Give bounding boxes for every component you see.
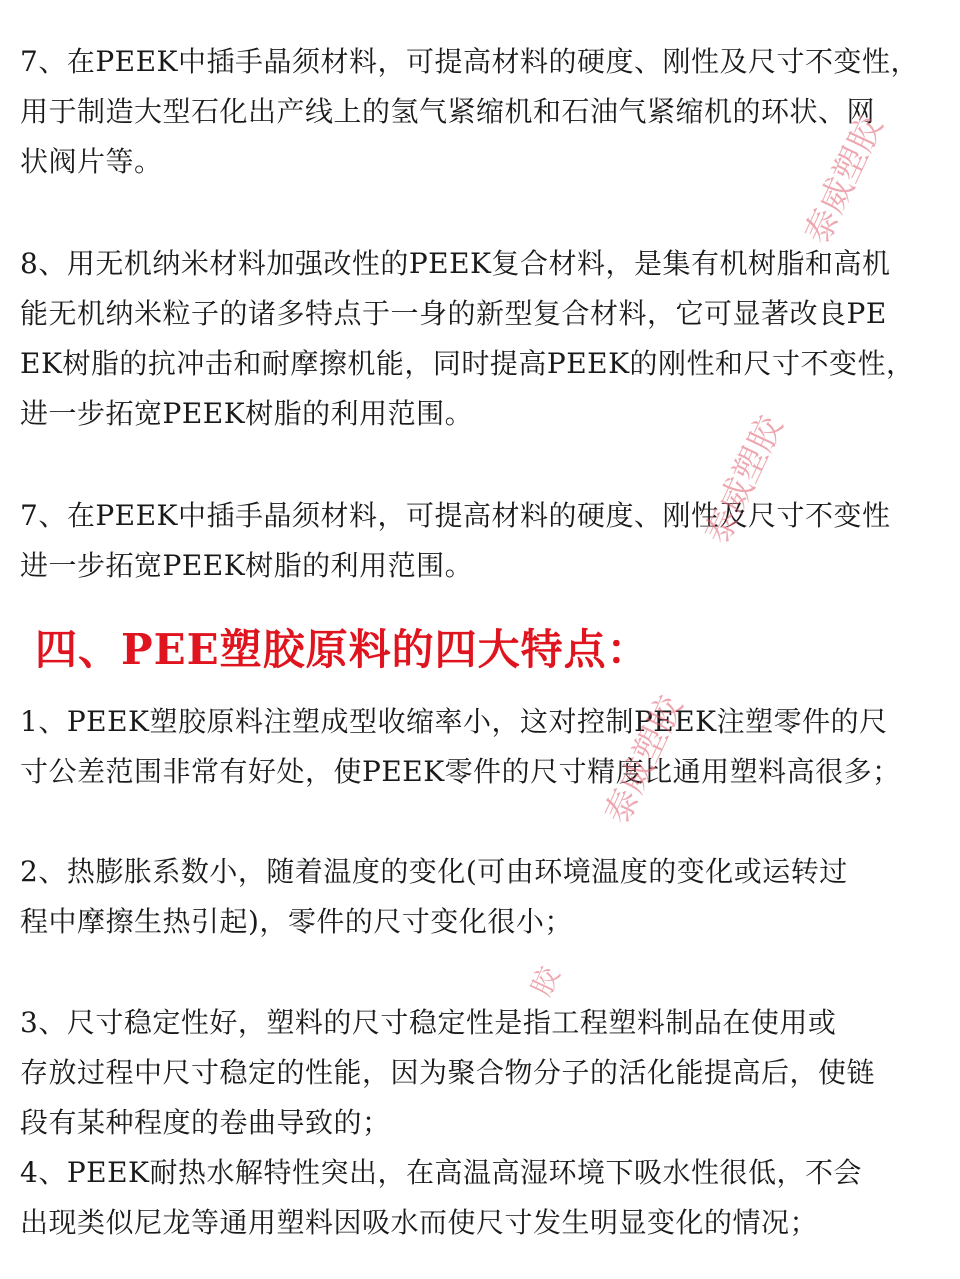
section-heading: 四、PEE塑胶原料的四大特点： (35, 625, 650, 674)
text-line: 能无机纳米粒子的诸多特点于一身的新型复合材料，它可显著改良PE (20, 297, 887, 330)
watermark-text: 泰威塑胶 (597, 690, 691, 831)
text-line: 3、尺寸稳定性好，塑料的尺寸稳定性是指工程塑料制品在使用或 (20, 1006, 837, 1039)
text-line: 1、PEEK塑胶原料注塑成型收缩率小，这对控制PEEK注塑零件的尺 (20, 705, 888, 738)
text-line: 用于制造大型石化出产线上的氢气紧缩机和石油气紧缩机的环状、网 (20, 95, 876, 128)
text-line: 4、PEEK耐热水解特性突出，在高温高湿环境下吸水性很低，不会 (20, 1156, 862, 1189)
watermark-text: 泰威塑胶 (797, 110, 891, 251)
paragraph-7-whisker (20, 37, 945, 187)
text-line: 段有某种程度的卷曲导致的； (20, 1106, 391, 1139)
feature-item-4 (20, 1148, 945, 1248)
text-line: 进一步拓宽PEEK树脂的利用范围。 (20, 397, 474, 430)
text-line: 寸公差范围非常有好处，使PEEK零件的尺寸精度比通用塑料高很多； (20, 755, 901, 788)
text-line: 状阀片等。 (20, 145, 163, 178)
paragraph-8-nano (20, 239, 945, 439)
text-line: 存放过程中尺寸稳定的性能，因为聚合物分子的活化能提高后，使链 (20, 1056, 876, 1089)
text-line: 7、在PEEK中插手晶须材料，可提高材料的硬度、刚性及尺寸不变性， (20, 45, 919, 78)
text-line: 程中摩擦生热引起)，零件的尺寸变化很小； (20, 905, 573, 938)
paragraph-7-repeat (20, 491, 945, 591)
text-line: 进一步拓宽PEEK树脂的利用范围。 (20, 549, 474, 582)
watermark-text: 泰威塑胶 (697, 410, 791, 551)
text-line: 8、用无机纳米材料加强改性的PEEK复合材料，是集有机树脂和高机 (20, 247, 891, 280)
feature-item-2 (20, 847, 945, 947)
text-line: EK树脂的抗冲击和耐摩擦机能，同时提高PEEK的刚性和尺寸不变性， (20, 347, 915, 380)
feature-item-1 (20, 697, 945, 797)
feature-item-3 (20, 998, 945, 1148)
text-line: 7、在PEEK中插手晶须材料，可提高材料的硬度、刚性及尺寸不变性 (20, 499, 891, 532)
watermark-text: 胶 (524, 961, 567, 1002)
text-line: 出现类似尼龙等通用塑料因吸水而使尺寸发生明显变化的情况； (20, 1206, 819, 1239)
text-line: 2、热膨胀系数小，随着温度的变化(可由环境温度的变化或运转过 (20, 855, 848, 888)
